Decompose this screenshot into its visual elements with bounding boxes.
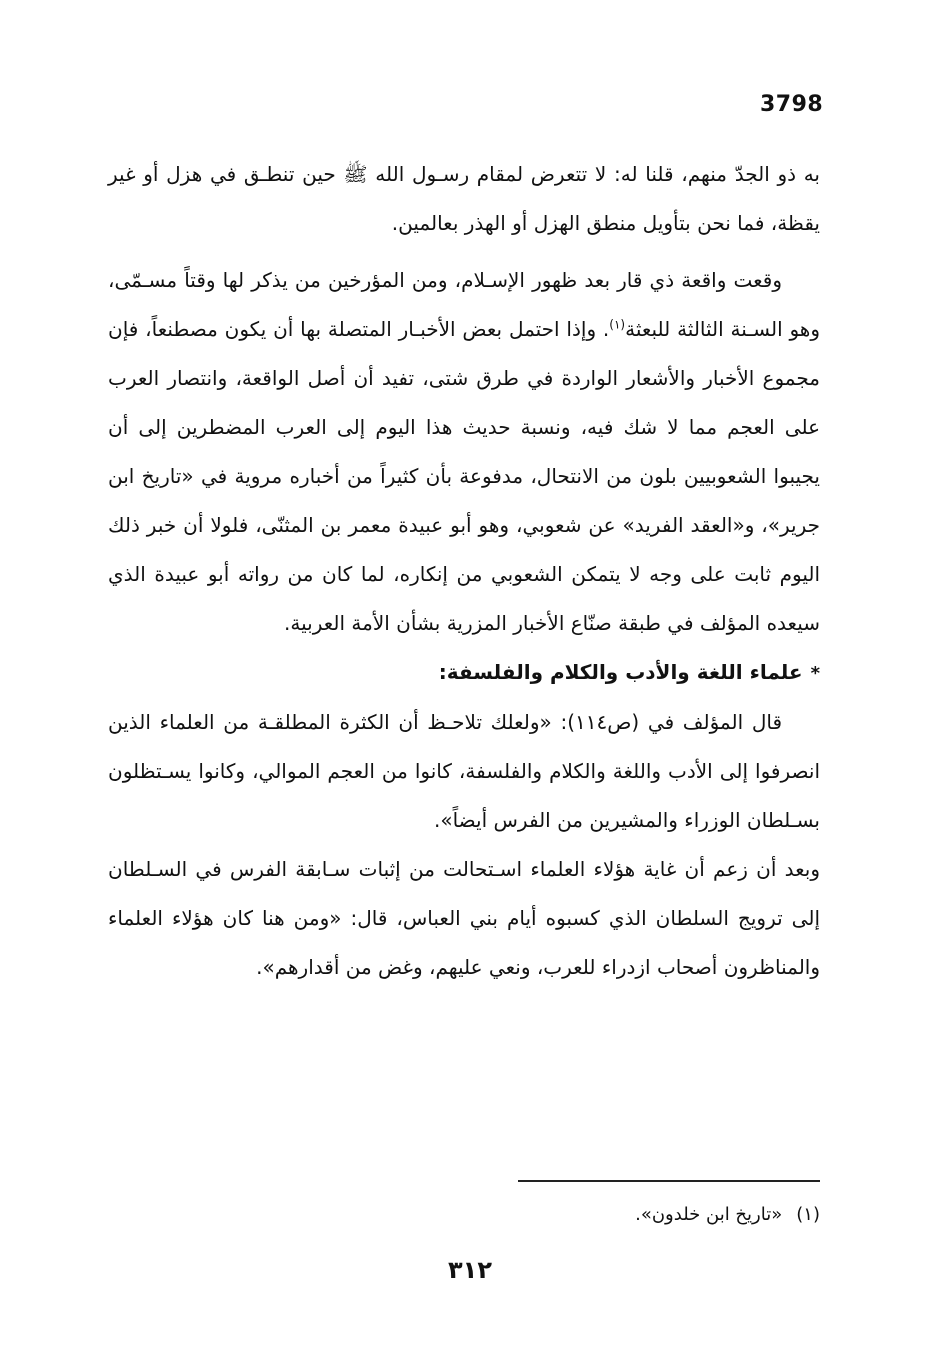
paragraph-2-part-2: . وإذا احتمل بعض الأخبـار المتصلة بها أن يكون مصطنعاً، فإن مجموع الأخبار والأشعار الواردة في طرق شتى، تفيد أن أصل الواقعة، وانتصار العرب على العجم مما لا شك فيه، ونسبة حديث هذا اليوم إلى العرب المضطرين إلى أن يجيبوا الشعوبيين بلون من الانتحال، مدفوعة بأن كثيراً من أخباره مروية في «تاريخ ابن جرير»، و«العقد الفريد» عن شعوبي، وهو أبو عبيدة معمر بن المثنّى، فلولا أن خبر ذلك اليوم ثابت على وجه لا يتمكن الشعوبي من إنكاره، لما كان من رواته أبو عبيدة الذي سيعده المؤلف في طبقة صنّاع الأخبار المزرية بشأن الأمة العربية. bbox=[108, 317, 820, 635]
footnote-text: «تاريخ ابن خلدون». bbox=[635, 1204, 783, 1225]
paragraph-2 bbox=[108, 256, 820, 648]
page-number-top: 3798 bbox=[760, 92, 824, 117]
main-text bbox=[108, 150, 820, 992]
section-heading bbox=[108, 648, 820, 698]
section-title: علماء اللغة والأدب والكلام والفلسفة: bbox=[438, 660, 803, 684]
bullet-star-icon: * bbox=[810, 663, 820, 684]
paragraph-2-part-1: وقعت واقعة ذي قار بعد ظهور الإسـلام، ومن المؤرخين من يذكر لها وقتاً مسـمّى، وهو السـنة الثالثة للبعثة bbox=[108, 268, 820, 341]
footnote-divider bbox=[518, 1180, 820, 1182]
footnote bbox=[300, 1200, 820, 1230]
page-number-bottom: ٣١٢ bbox=[448, 1256, 492, 1284]
footnote-marker: (١) bbox=[609, 317, 626, 332]
paragraph-1: به ذو الجدّ منهم، قلنا له: لا تتعرض لمقام رسـول الله ﷺ حين تنطـق في هزل أو غير يقظة، فما نحن بتأويل منطق الهزل أو الهذر بعالمين. bbox=[108, 162, 820, 235]
paragraph-4: وبعد أن زعم أن غاية هؤلاء العلماء اسـتحالت من إثبات سـابقة الفرس في السـلطان إلى ترويج السلطان الذي كسبوه أيام بني العباس، قال: «ومن هنا كان هؤلاء العلماء والمناظرون أصحاب ازدراء للعرب، ونعي عليهم، وغض من أقدارهم». bbox=[108, 857, 820, 979]
paragraph-3: قال المؤلف في (ص١١٤): «ولعلك تلاحـظ أن الكثرة المطلقـة من العلماء الذين انصرفوا إلى الأدب واللغة والكلام والفلسفة، كانوا من العجم الموالي، وكانوا يسـتظلون بسـلطان الوزراء والمشيرين من الفرس أيضاً». bbox=[108, 710, 820, 832]
footnote-number: (١) bbox=[796, 1204, 820, 1225]
